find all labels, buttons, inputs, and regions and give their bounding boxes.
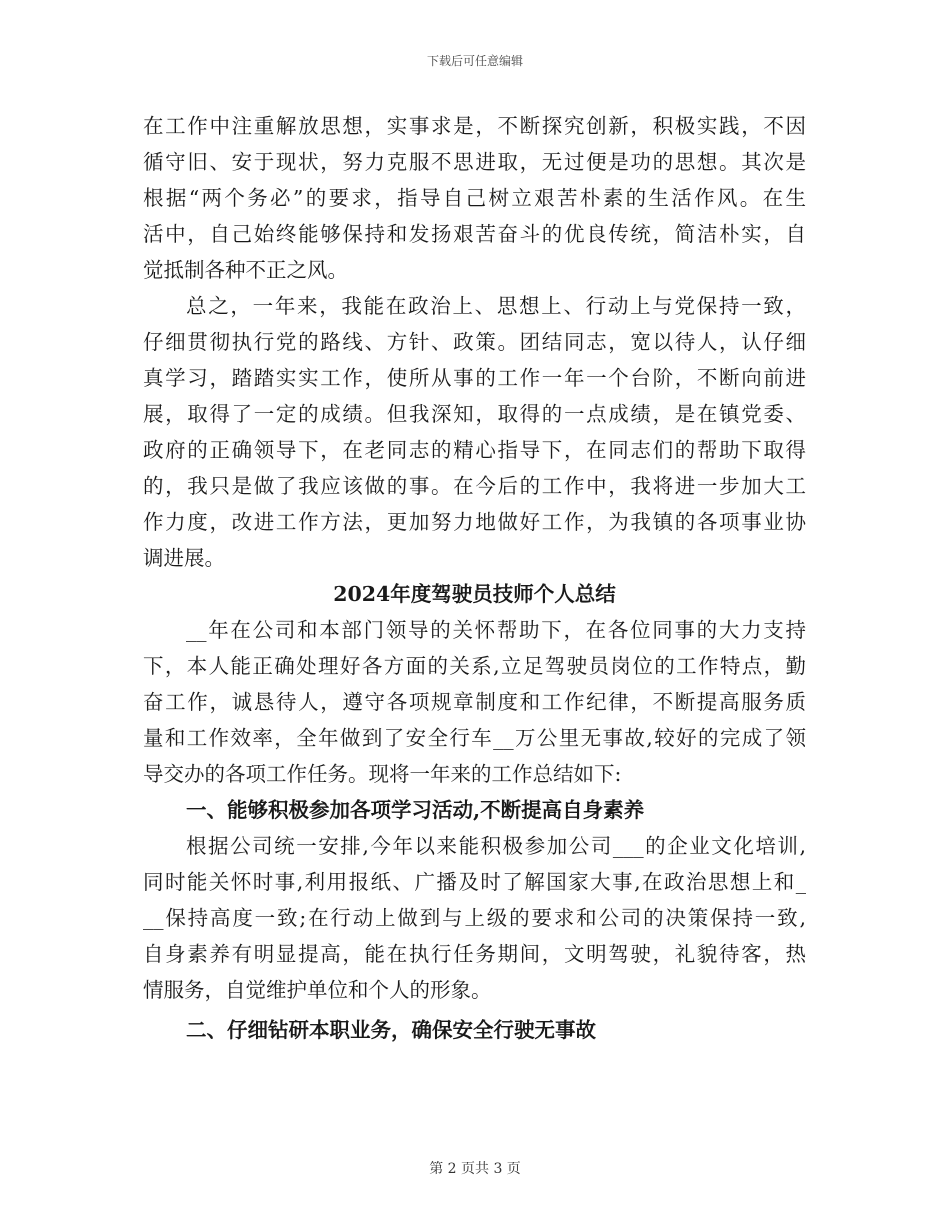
text-line: 奋工作，诚恳待人，遵守各项规章制度和工作纪律，不断提高服务质 (143, 690, 806, 714)
section-heading: 一、能够积极参加各项学习活动,不断提高自身素养 (186, 798, 645, 822)
text-line: __保持高度一致;在行动上做到与上级的要求和公司的决策保持一致, (143, 906, 806, 930)
paragraph (143, 288, 806, 576)
paragraph (143, 612, 806, 792)
paragraph (143, 108, 806, 288)
text-line: 在工作中注重解放思想，实事求是，不断探究创新，积极实践，不因 (143, 114, 806, 138)
text-line: 量和工作效率，全年做到了安全行车__万公里无事故,较好的完成了领 (143, 726, 806, 750)
text-line: 仔细贯彻执行党的路线、方针、政策。团结同志，宽以待人，认仔细 (143, 330, 806, 354)
text-line: 导交办的各项工作任务。现将一年来的工作总结如下: (143, 762, 622, 786)
text-line: 情服务，自觉维护单位和个人的形象。 (143, 978, 492, 1002)
text-line: 展，取得了一定的成绩。但我深知，取得的一点成绩，是在镇党委、 (143, 402, 806, 426)
section-heading: 二、仔细钻研本职业务，确保安全行驶无事故 (186, 1018, 596, 1042)
text-line: 活中，自己始终能够保持和发扬艰苦奋斗的优良传统，简洁朴实，自 (143, 222, 806, 246)
text-line: 真学习，踏踏实实工作，使所从事的工作一年一个台阶，不断向前进 (143, 366, 806, 390)
text-line: 作力度，改进工作方法，更加努力地做好工作，为我镇的各项事业协 (143, 510, 806, 534)
document-body (143, 108, 806, 1048)
text-line: 总之，一年来，我能在政治上、思想上、行动上与党保持一致， (186, 294, 806, 318)
text-line: 政府的正确领导下，在老同志的精心指导下，在同志们的帮助下取得 (143, 438, 806, 462)
text-line: 自身素养有明显提高，能在执行任务期间，文明驾驶，礼貌待客，热 (143, 942, 806, 966)
paragraph (143, 828, 806, 1008)
page-footer: 第 2 页共 3 页 (429, 1161, 521, 1177)
text-line: 循守旧、安于现状，努力克服不思进取，无过便是功的思想。其次是 (143, 150, 806, 174)
text-line: 根据“两个务必”的要求，指导自己树立艰苦朴素的生活作风。在生 (143, 186, 806, 210)
text-line: 调进展。 (143, 546, 225, 570)
text-line: __年在公司和本部门领导的关怀帮助下，在各位同事的大力支持 (186, 618, 806, 642)
text-line: 下，本人能正确处理好各方面的关系,立足驾驶员岗位的工作特点，勤 (143, 654, 806, 678)
document-title: 2024年度驾驶员技师个人总结 (333, 582, 616, 606)
text-line: 觉抵制各种不正之风。 (143, 258, 348, 282)
text-line: 的，我只是做了我应该做的事。在今后的工作中，我将进一步加大工 (143, 474, 806, 498)
page-header: 下载后可任意编辑 (426, 54, 523, 68)
text-line: 根据公司统一安排,今年以来能积极参加公司___的企业文化培训, (186, 834, 806, 858)
text-line: 同时能关怀时事,利用报纸、广播及时了解国家大事,在政治思想上和_ (143, 870, 806, 894)
